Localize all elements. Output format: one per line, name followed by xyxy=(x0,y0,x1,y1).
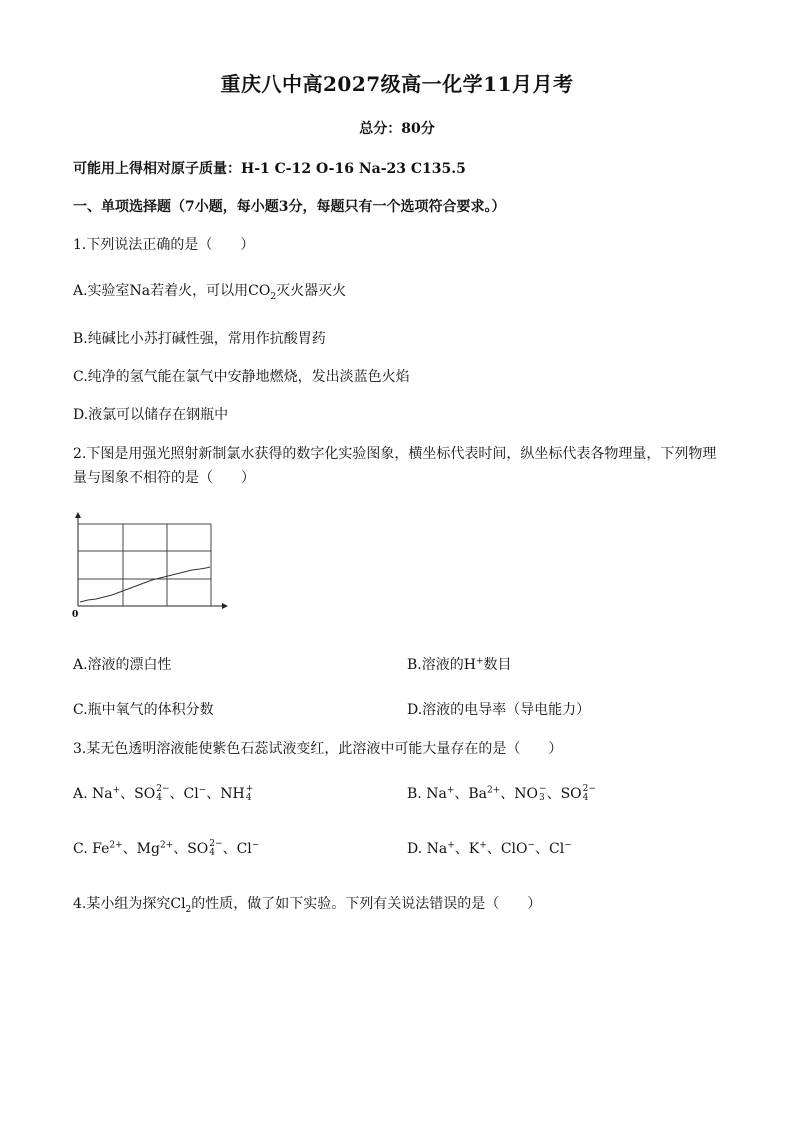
ion-charge: 2+ xyxy=(487,785,501,796)
q3-d-prefix: D. xyxy=(407,841,427,857)
ion-subsup xyxy=(209,840,222,858)
ion-na: Na xyxy=(92,786,113,802)
ion-subsup xyxy=(583,785,596,803)
separator: 、 xyxy=(169,786,184,802)
q2-option-b-sup: + xyxy=(475,656,484,667)
q1-option-a-text: A.实验室Na若着火，可以用CO xyxy=(73,283,271,299)
q4-stem-text: 4.某小组为探究Cl xyxy=(73,896,186,912)
q1-option-b: B.纯碱比小苏打碱性强，常用作抗酸胃药 xyxy=(73,331,326,347)
q3-option-c xyxy=(73,838,259,858)
ion-nh4: NH xyxy=(220,786,245,802)
separator: 、 xyxy=(222,841,237,857)
q3-a-prefix: A. xyxy=(73,786,93,802)
q3-stem: 3.某无色透明溶液能使紫色石蕊试液变红，此溶液中可能大量存在的是（ ） xyxy=(73,741,563,757)
graph-origin-label: 0 xyxy=(72,610,79,620)
ion-na: Na xyxy=(426,841,448,857)
ion-charge: 2− xyxy=(156,784,170,794)
q2-option-b-text: B.溶液的H xyxy=(407,657,476,673)
q4-stem-tail: 的性质，做了如下实验。下列有关说法错误的是（ ） xyxy=(191,896,542,912)
separator: 、 xyxy=(173,841,188,857)
separator: 、 xyxy=(535,841,550,857)
ion-sub: 4 xyxy=(209,848,216,858)
q2-stem-line1: 2.下图是用强光照射新制氯水获得的数字化实验图象，横坐标代表时间，纵坐标代表各物理量，下列物理 xyxy=(73,446,717,462)
q3-option-a xyxy=(73,783,253,803)
ion-charge: + xyxy=(446,785,455,796)
q1-option-a xyxy=(73,280,346,300)
ion-charge: 2− xyxy=(582,784,596,794)
ion-charge: − xyxy=(539,784,547,794)
ion-charge: 2− xyxy=(209,839,223,849)
ion-sub: 4 xyxy=(156,793,162,803)
ion-charge: 2+ xyxy=(159,840,174,851)
q3-c-prefix: C. xyxy=(73,841,93,857)
ion-cl: Cl xyxy=(236,841,252,857)
q2-option-b xyxy=(407,654,512,674)
ion-charge: − xyxy=(527,840,536,851)
ion-fe: Fe xyxy=(92,841,110,857)
q2-stem-line2: 量与图象不相符的是（ ） xyxy=(73,470,255,486)
ion-sub: 3 xyxy=(539,793,545,803)
q1-option-d: D.液氯可以储存在钢瓶中 xyxy=(73,407,229,423)
ion-subsup xyxy=(539,785,547,803)
q2-option-b-tail: 数目 xyxy=(483,657,512,673)
q1-option-a-sub: 2 xyxy=(270,291,277,302)
total-score: 总分：80分 xyxy=(359,121,435,137)
separator: 、 xyxy=(454,841,469,857)
q3-b-prefix: B. xyxy=(407,786,427,802)
ion-cl: Cl xyxy=(549,841,565,857)
graph-y-arrow xyxy=(75,512,81,518)
q1-option-a-tail: 灭火器灭火 xyxy=(276,283,347,299)
q1-option-c: C.纯净的氢气能在氯气中安静地燃烧，发出淡蓝色火焰 xyxy=(73,369,410,385)
q2-option-c: C.瓶中氧气的体积分数 xyxy=(73,702,214,718)
q3-option-b xyxy=(407,783,596,803)
ion-charge: + xyxy=(112,785,121,796)
ion-na: Na xyxy=(426,786,447,802)
separator: 、 xyxy=(546,786,561,802)
ion-mg: Mg xyxy=(136,841,160,857)
q2-option-d: D.溶液的电导率（导电能力） xyxy=(407,702,591,718)
ion-charge: 2+ xyxy=(109,840,123,851)
ion-subsup xyxy=(246,785,254,803)
q1-stem: 1.下列说法正确的是（ ） xyxy=(73,237,255,253)
ion-subsup xyxy=(156,785,169,803)
ion-sub: 4 xyxy=(245,793,252,803)
ion-charge: − xyxy=(251,840,260,851)
q2-option-a: A.溶液的漂白性 xyxy=(73,657,172,673)
section1-title: 一、单项选择题（7小题，每小题3分，每题只有一个选项符合要求。） xyxy=(73,199,506,215)
ion-clo: ClO xyxy=(500,841,528,857)
q4-stem xyxy=(73,893,541,913)
ion-charge: + xyxy=(479,840,487,851)
ion-charge: + xyxy=(447,840,455,851)
ion-so4: SO xyxy=(560,786,582,802)
ion-cl: Cl xyxy=(183,786,199,802)
ion-charge: + xyxy=(245,784,254,794)
ion-k: K xyxy=(468,841,480,857)
page-title: 重庆八中高2027级高一化学11月月考 xyxy=(220,72,574,96)
separator: 、 xyxy=(486,841,501,857)
separator: 、 xyxy=(122,841,137,857)
separator: 、 xyxy=(206,786,221,802)
ion-charge: − xyxy=(198,785,207,796)
ion-so4: SO xyxy=(134,786,156,802)
q4-stem-sub: 2 xyxy=(185,904,192,915)
ion-ba: Ba xyxy=(468,786,487,802)
atomic-masses: 可能用上得相对原子质量：H-1 C-12 O-16 Na-23 C135.5 xyxy=(73,161,466,177)
separator: 、 xyxy=(454,786,469,802)
q2-graph xyxy=(70,510,230,620)
separator: 、 xyxy=(500,786,515,802)
q3-option-d xyxy=(407,838,572,858)
ion-charge: − xyxy=(564,840,572,851)
graph-curve xyxy=(80,567,210,602)
ion-no3: NO xyxy=(514,786,539,802)
graph-x-arrow xyxy=(222,603,228,609)
ion-sub: 4 xyxy=(582,793,589,803)
separator: 、 xyxy=(120,786,135,802)
ion-so4: SO xyxy=(187,841,209,857)
